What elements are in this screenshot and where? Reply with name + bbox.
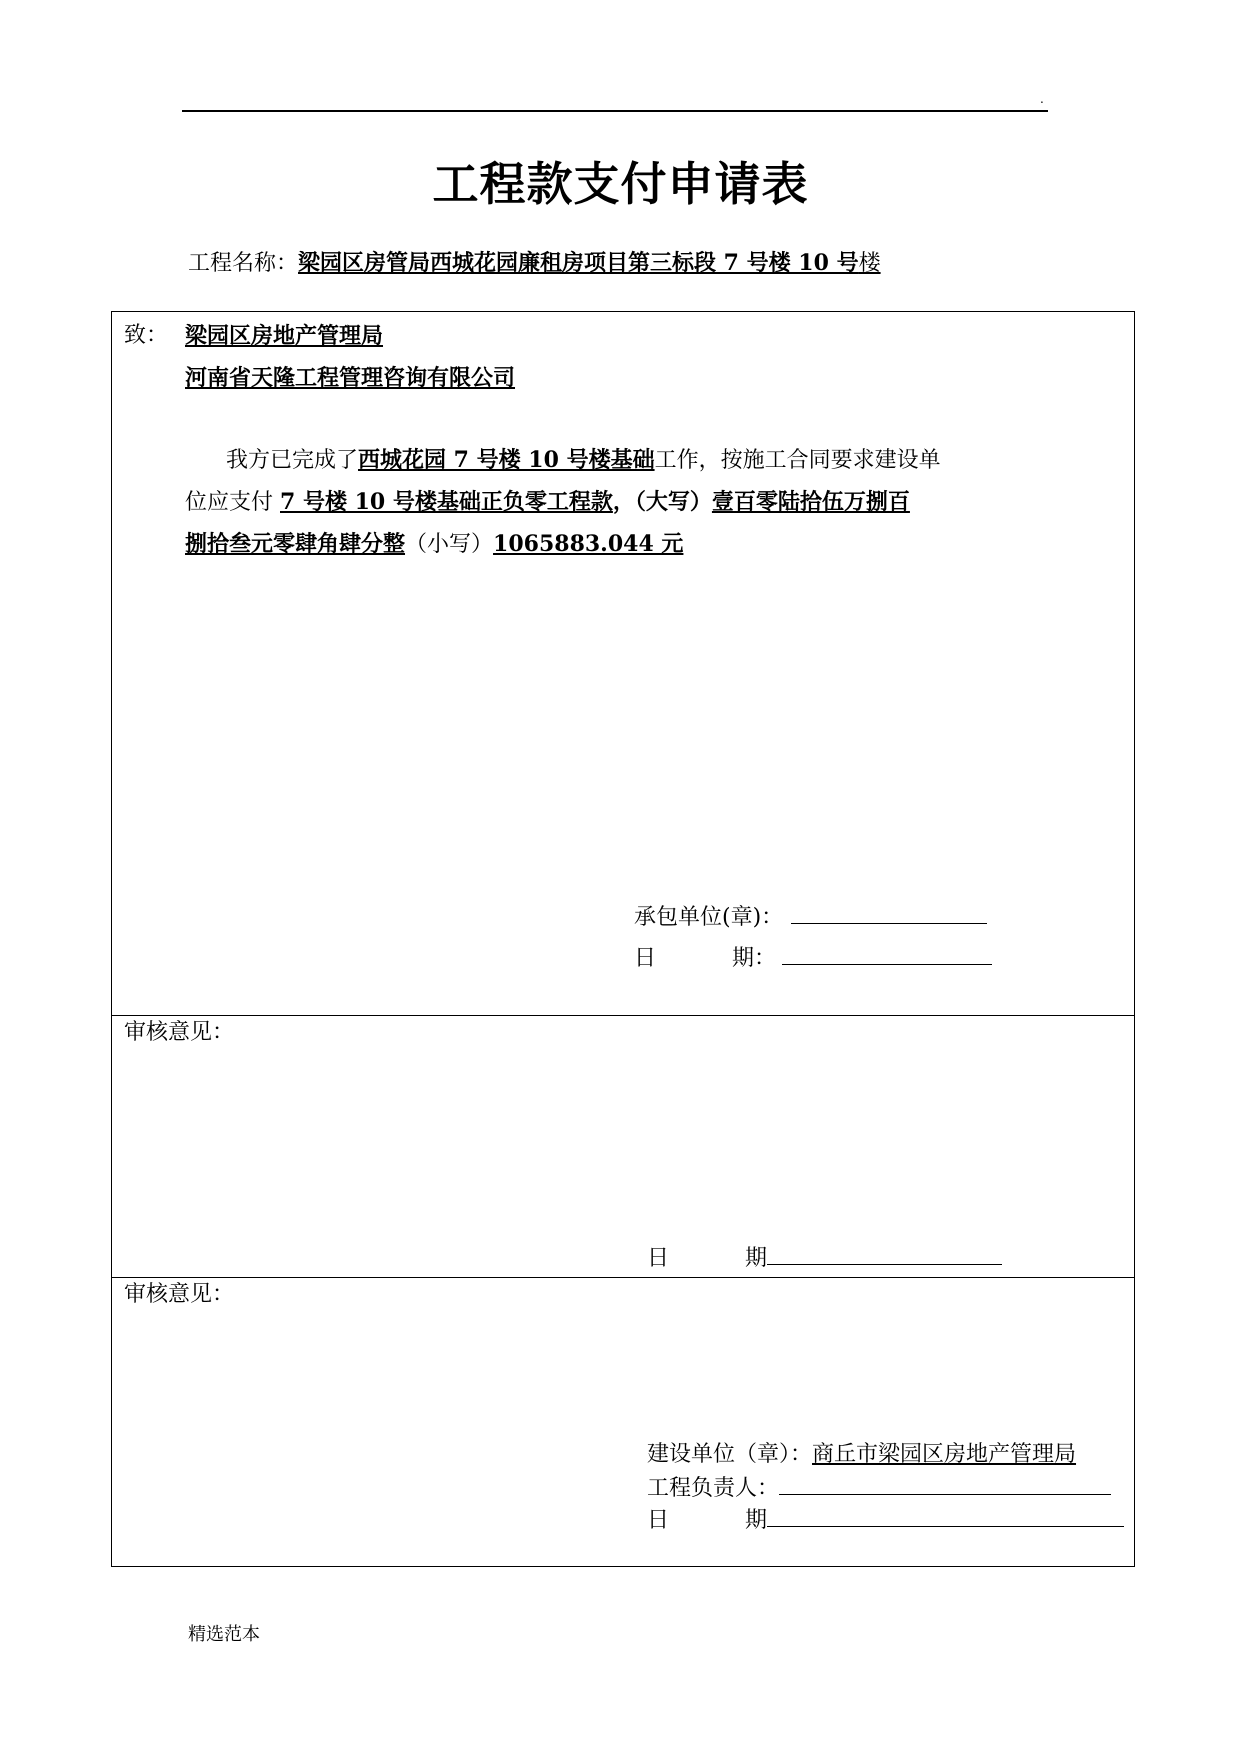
amount-words-part-2: 捌拾叁元零肆角肆分整 bbox=[185, 531, 406, 557]
review-2-date-b: 期 bbox=[745, 1508, 768, 1533]
manager-line bbox=[647, 1476, 1111, 1500]
body-line-2-c: ，（大写） bbox=[612, 489, 712, 515]
amount-words-part-1: 壹百零陆拾伍万捌百 bbox=[711, 489, 910, 515]
contractor-blank[interactable] bbox=[791, 905, 987, 924]
payment-item: 7 号楼 10 号楼基础正负零工程款 bbox=[280, 489, 613, 515]
header-dot: . bbox=[1040, 92, 1044, 106]
review-1-date-b: 期 bbox=[745, 1246, 768, 1271]
review-2-date-a: 日 bbox=[647, 1508, 670, 1533]
builder-label: 建设单位（章）： bbox=[647, 1442, 813, 1467]
section-divider-1 bbox=[111, 1015, 1135, 1016]
project-suffix: 楼 bbox=[858, 251, 881, 276]
review-1-label: 审核意见： bbox=[124, 1020, 235, 1045]
footer-note: 精选范本 bbox=[188, 1624, 260, 1645]
body-line-3 bbox=[185, 533, 683, 556]
contractor-date-blank[interactable] bbox=[782, 946, 992, 965]
body-line-1-c: 工作，按施工合同要求建设单 bbox=[654, 448, 941, 473]
project-value: 梁园区房管局西城花园廉租房项目第三标段 7 号楼 10 号 bbox=[298, 250, 859, 276]
manager-blank[interactable] bbox=[779, 1476, 1111, 1495]
body-line-2 bbox=[185, 491, 910, 514]
review-2-label: 审核意见： bbox=[124, 1282, 235, 1307]
contractor-date-line bbox=[634, 946, 992, 970]
body-line-1-a: 我方已完成了 bbox=[226, 448, 359, 473]
date-label-a: 日 bbox=[634, 946, 657, 971]
project-name-line bbox=[188, 246, 881, 277]
manager-label: 工程负责人： bbox=[647, 1476, 780, 1501]
review-1-date-blank[interactable] bbox=[767, 1246, 1002, 1265]
header-rule bbox=[182, 110, 1048, 112]
builder-value: 商丘市梁园区房地产管理局 bbox=[812, 1442, 1077, 1467]
recipient-1: 梁园区房地产管理局 bbox=[185, 323, 384, 349]
contractor-label: 承包单位(章)： bbox=[634, 905, 784, 930]
recipient-2: 河南省天隆工程管理咨询有限公司 bbox=[185, 365, 516, 391]
project-label: 工程名称： bbox=[188, 251, 299, 276]
builder-line bbox=[647, 1444, 1076, 1466]
page-title: 工程款支付申请表 bbox=[432, 157, 809, 211]
date-label-b: 期： bbox=[732, 946, 777, 971]
review-2-date-blank[interactable] bbox=[767, 1508, 1124, 1527]
work-description: 西城花园 7 号楼 10 号楼基础 bbox=[358, 447, 655, 473]
contractor-line bbox=[634, 905, 987, 929]
body-line-1 bbox=[226, 449, 941, 472]
review-1-date-a: 日 bbox=[647, 1246, 670, 1271]
to-label: 致： bbox=[124, 323, 169, 348]
review-2-date-line bbox=[647, 1508, 1124, 1532]
section-divider-2 bbox=[111, 1277, 1135, 1278]
review-1-date-line bbox=[647, 1246, 1002, 1270]
amount-figures-label: （小写） bbox=[405, 532, 494, 557]
body-line-2-a: 位应支付 bbox=[185, 490, 280, 515]
amount-figures: 1065883.044 元 bbox=[493, 531, 684, 557]
